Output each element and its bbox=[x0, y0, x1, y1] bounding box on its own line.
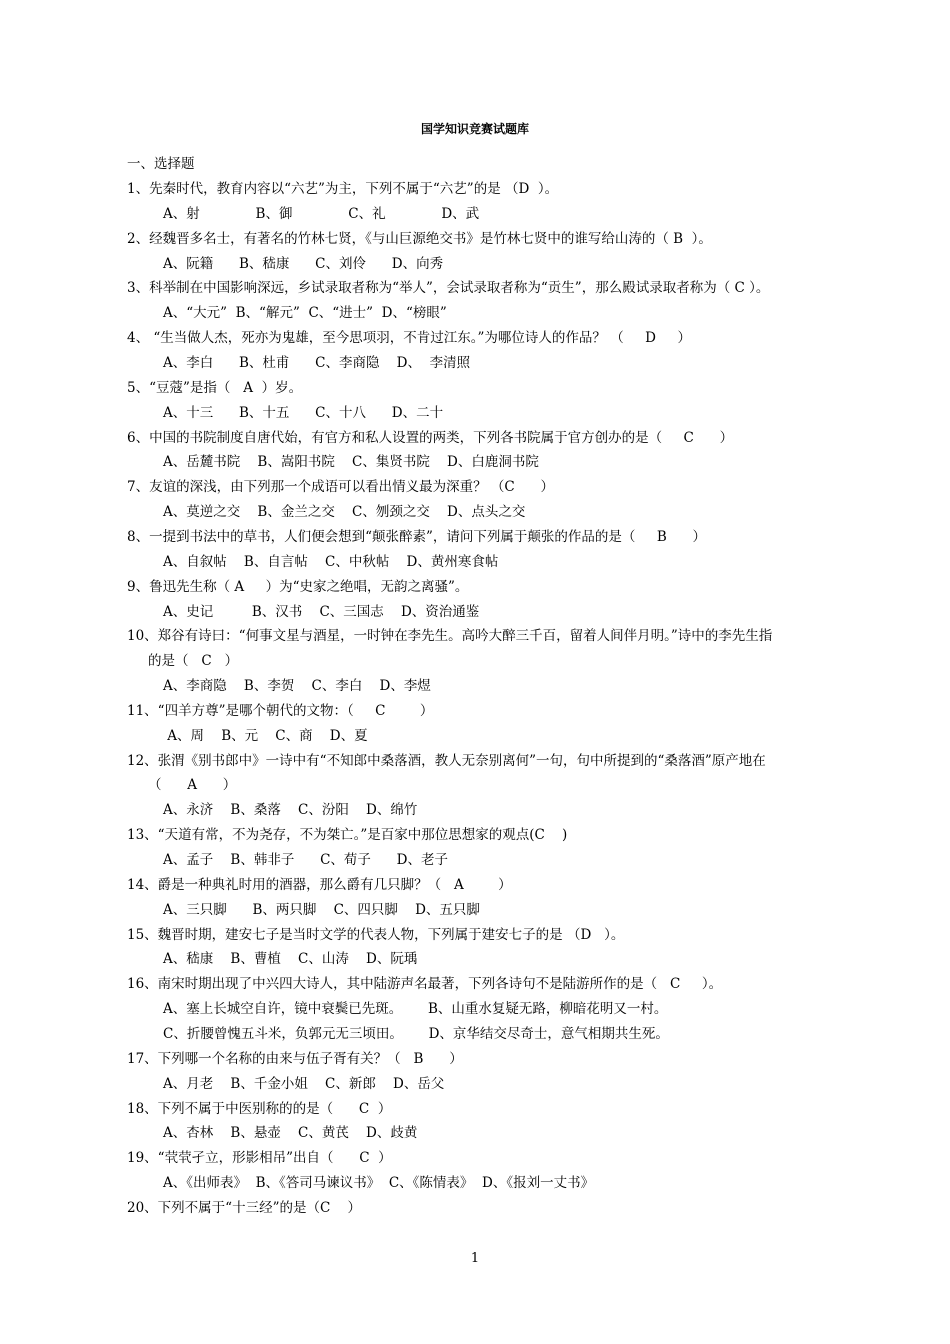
question-continuation: （ A ） bbox=[148, 777, 237, 794]
question-text: 9、鲁迅先生称（ A ）为“史家之绝唱，无韵之离骚”。 bbox=[127, 578, 469, 595]
answer-options: A、射 B、御 C、礼 D、武 bbox=[163, 205, 480, 222]
question-text: 7、友谊的深浅，由下列那一个成语可以看出情义最为深重？ （C ） bbox=[127, 479, 554, 496]
question-continuation: 的是（ C ） bbox=[148, 653, 239, 670]
answer-options: A、三只脚 B、两只脚 C、四只脚 D、五只脚 bbox=[163, 901, 480, 918]
answer-options: A、莫逆之交 B、金兰之交 C、刎颈之交 D、点头之交 bbox=[163, 504, 526, 521]
question-text: 6、中国的书院制度自唐代始，有官方和私人设置的两类，下列各书院属于官方创办的是（ C ） bbox=[127, 429, 734, 446]
question-text: 10、郑谷有诗曰：“何事文星与酒星，一时钟在李先生。高吟大醉三千百，留着人间伴月明。”诗中的李先生指 bbox=[127, 628, 773, 645]
answer-options: A、嵇康 B、曹植 C、山涛 D、阮瑀 bbox=[163, 951, 418, 968]
answer-options: A、周 B、元 C、商 D、夏 bbox=[163, 727, 368, 744]
question-text: 11、“四羊方尊”是哪个朝代的文物：（ C ） bbox=[127, 702, 434, 719]
question-text: 19、“茕茕孑立，形影相吊”出自（ C ） bbox=[127, 1150, 392, 1167]
question-text: 3、科举制在中国影响深远，乡试录取者称为“举人”，会试录取者称为“贡生”，那么殿试录取者称为（ C ）。 bbox=[127, 280, 770, 297]
question-text: 15、魏晋时期，建安七子是当时文学的代表人物，下列属于建安七子的是 （D ）。 bbox=[127, 926, 625, 943]
answer-options: A、阮籍 B、嵇康 C、刘伶 D、向秀 bbox=[163, 255, 444, 272]
section-heading: 一、选择题 bbox=[127, 156, 195, 172]
question-text: 12、张渭《别书郎中》一诗中有“不知郎中桑落酒，教人无奈别离何”一句，句中所提到的“桑落酒”原产地在 bbox=[127, 752, 766, 769]
question-text: 14、爵是一种典礼时用的酒器，那么爵有几只脚？（ A ） bbox=[127, 876, 512, 893]
answer-options: A、永济 B、桑落 C、汾阳 D、绵竹 bbox=[163, 802, 418, 819]
answer-options: A、杏林 B、悬壶 C、黄芪 D、歧黄 bbox=[163, 1125, 418, 1142]
answer-options: A、孟子 B、韩非子 C、荀子 D、老子 bbox=[163, 852, 448, 868]
answer-options: A、十三 B、十五 C、十八 D、二十 bbox=[163, 404, 444, 421]
page-number: 1 bbox=[470, 1251, 480, 1266]
question-text: 8、一提到书法中的草书，人们便会想到“颠张醉素”，请问下列属于颠张的作品的是（ B ） bbox=[127, 528, 707, 545]
answer-options: A、“大元” B、“解元” C、“进士” D、“榜眼” bbox=[163, 305, 447, 322]
answer-options: A、李白 B、杜甫 C、李商隐 D、 李清照 bbox=[163, 355, 471, 371]
question-text: 4、 “生当做人杰，死亦为鬼雄，至今思项羽，不肯过江东。”为哪位诗人的作品？ （ D ） bbox=[127, 330, 691, 347]
question-text: 5、“豆蔻”是指（ A ）岁。 bbox=[127, 379, 303, 396]
question-text: 2、经魏晋多名士，有著名的竹林七贤，《与山巨源绝交书》是竹林七贤中的谁写给山涛的（ B ）。 bbox=[127, 230, 712, 247]
answer-options: A、史记 B、汉书 C、三国志 D、资治通鉴 bbox=[163, 603, 480, 620]
question-text: 13、“天道有常，不为尧存，不为桀亡。”是百家中那位思想家的观点(C ) bbox=[127, 827, 568, 844]
answer-options: C、折腰曾愧五斗米，负郭元无三顷田。 D、京华结交尽奇士，意气相期共生死。 bbox=[163, 1025, 669, 1042]
question-text: 20、下列不属于“十三经”的是（C ） bbox=[127, 1199, 361, 1216]
question-text: 16、南宋时期出现了中兴四大诗人，其中陆游声名最著，下列各诗句不是陆游所作的是（ C ）。 bbox=[127, 976, 723, 993]
question-text: 18、下列不属于中医别称的的是（ C ） bbox=[127, 1100, 392, 1117]
question-text: 1、先秦时代，教育内容以“六艺”为主，下列不属于“六艺”的是 （D ）。 bbox=[127, 181, 559, 197]
answer-options: A、《出师表》 B、《答司马谏议书》 C、《陈情表》 D、《报刘一丈书》 bbox=[163, 1175, 595, 1191]
question-text: 17、下列哪一个名称的由来与伍子胥有关？（ B ） bbox=[127, 1050, 463, 1067]
answer-options: A、李商隐 B、李贺 C、李白 D、李煜 bbox=[163, 678, 431, 694]
answer-options: A、月老 B、千金小姐 C、新郎 D、岳父 bbox=[163, 1075, 445, 1092]
answer-options: A、岳麓书院 B、嵩阳书院 C、集贤书院 D、白鹿洞书院 bbox=[163, 454, 539, 471]
answer-options: A、塞上长城空自许，镜中衰鬓已先斑。 B、山重水复疑无路，柳暗花明又一村。 bbox=[163, 1001, 668, 1018]
answer-options: A、自叙帖 B、自言帖 C、中秋帖 D、黄州寒食帖 bbox=[163, 553, 499, 570]
page-title: 国学知识竞赛试题库 bbox=[420, 122, 529, 136]
